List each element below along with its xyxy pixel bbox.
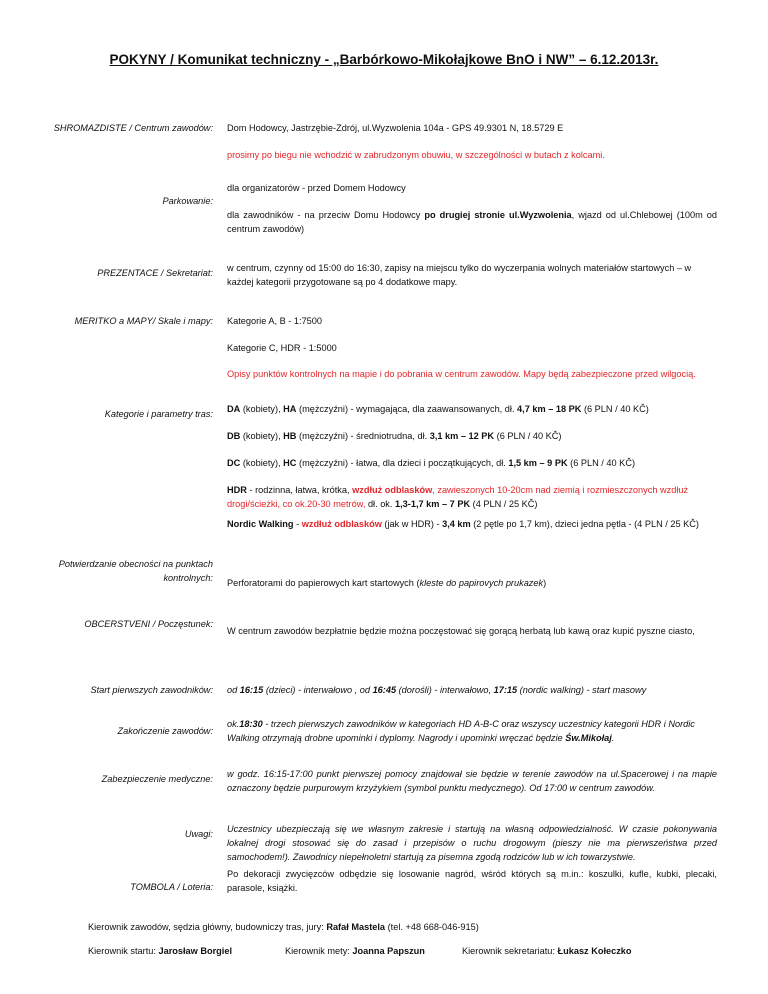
text-centrum: Dom Hodowcy, Jastrzębie-Zdrój, ul.Wyzwolenia 104a - GPS 49.9301 N, 18.5729 E [227,123,564,133]
label-notes: Uwagi: [184,829,213,839]
footer-start-manager: Kierownik startu: Jarosław Borgiel [88,946,232,956]
text-tombola: Po dekoracji zwycięzców odbędzie się losowanie nagród, wśród których są m.in.: koszulki, kufle, kubki, plecaki, parasole, książki. [227,869,717,893]
label-refreshments: OBCERSTVENI / Poczęstunek: [84,619,213,629]
label-meritko: MERITKO a MAPY/ Skale i mapy: [74,316,213,326]
course-da: DA (kobiety), HA (mężczyźni) - wymagająca, dla zaawansowanych, dł. 4,7 km – 18 PK (6 PLN / 40 KČ) [227,404,649,414]
label-punch-2: kontrolnych: [163,573,213,583]
label-start: Start pierwszych zawodników: [90,685,213,695]
label-tombola: TOMBOLA / Loteria: [130,882,213,892]
warning-maps: Opisy punktów kontrolnych na mapie i do pobrania w centrum zawodów. Mapy będą zabezpieczone przed wilgocią. [227,369,696,379]
text-medical: w godz. 16:15-17:00 punkt pierwszej pomocy znajdował sie będzie w terenie zawodów na ul.Spacerowej i na mapie oznaczony będzie purpurowym krzyżykiem (symbol punktu medycznego). Od 17:00 w centrum zawodów. [227,769,717,793]
page-title: POKYNY / Komunikat techniczny - „Barbórkowo-Mikołajkowe BnO i NW” – 6.12.2013r. [109,52,659,67]
label-centrum: SHROMAZDISTE / Centrum zawodów: [53,123,213,133]
text-prezentace: w centrum, czynny od 15:00 do 16:30, zapisy na miejscu tylko do wyczerpania wolnych materiałów startowych – w każdej kategorii przygotowane są po 4 dodatkowe mapy. [227,263,692,287]
text-end: ok.18:30 - trzech pierwszych zawodników w kategoriach HD A-B-C oraz wszyscy uczestnicy kategorii HDR i Nordic Walking otrzymają drobne upominki i dyplomy. Nagrody i upominki wręczać będzie Św.Mikołaj. [227,719,695,743]
course-dc: DC (kobiety), HC (mężczyźni) - łatwa, dla dzieci i początkujących, dł. 1,5 km – 9 PK (6 PLN / 40 KČ) [227,458,636,468]
label-prezentace: PREZENTACE / Sekretariat: [97,268,213,278]
label-parking: Parkowanie: [162,196,213,206]
course-db: DB (kobiety), HB (mężczyźni) - średniotrudna, dł. 3,1 km – 12 PK (6 PLN / 40 KČ) [227,431,562,441]
label-end: Zakończenie zawodów: [117,726,213,736]
text-notes: Uczestnicy ubezpieczają się we własnym zakresie i startują na własną odpowiedzialność. W czasie pokonywania lokalnej drogi stosować się do zasad i przepisów o ruchu drogowym (pieszy nie ma pierwszeństwa przed samochodem!). Zawodnicy niepełnoletni startują za pisemna zgodą rodziców lub w ich towarzystwie. [227,824,717,862]
warning-shoes: prosimy po biegu nie wchodzić w zabrudzonym obuwiu, w szczególności w butach z kolcami. [227,150,605,160]
label-medical: Zabezpieczenie medyczne: [101,774,213,784]
course-hdr: HDR - rodzinna, łatwa, krótka, wzdłuż odblasków, zawieszonych 10-20cm nad ziemią i rozmieszczonych wzdłuż drogi/ścieżki, co ok.20-30 metrów, dł. ok. 1,3-1,7 km – 7 PK (4 PLN / 25 KČ) [227,485,689,509]
label-punch-1: Potwierdzanie obecności na punktach [58,559,213,569]
footer-secretariat-manager: Kierownik sekretariatu: Łukasz Kołeczko [462,946,632,956]
text-punch: Perforatorami do papierowych kart startowych (kleste do papirovych prukazek) [227,578,547,588]
footer-director: Kierownik zawodów, sędzia główny, budowniczy tras, jury: Rafał Mastela (tel. +48 668-046-915) [88,922,479,932]
text-parking-runners: dla zawodników - na przeciw Domu Hodowcy po drugiej stronie ul.Wyzwolenia, wjazd od ul.Chlebowej (100m od centrum zawodów) [227,210,718,234]
text-refreshments: W centrum zawodów bezpłatnie będzie można poczęstować się gorącą herbatą lub kawą oraz kupić pyszne ciasto, [227,626,695,636]
text-parking-organizers: dla organizatorów - przed Domem Hodowcy [227,183,406,193]
text-start: od 16:15 (dzieci) - interwałowo , od 16:45 (dorośli) - interwałowo, 17:15 (nordic walking) - start masowy [227,685,647,695]
text-scale-ab: Kategorie A, B - 1:7500 [227,316,323,326]
label-kategorie: Kategorie i parametry tras: [104,409,213,419]
footer-finish-manager: Kierownik mety: Joanna Papszun [285,946,425,956]
course-nordic-walking: Nordic Walking - wzdłuż odblasków (jak w HDR) - 3,4 km (2 pętle po 1,7 km), dzieci jedna pętla - (4 PLN / 25 KČ) [227,519,699,529]
text-scale-c: Kategorie C, HDR - 1:5000 [227,343,337,353]
